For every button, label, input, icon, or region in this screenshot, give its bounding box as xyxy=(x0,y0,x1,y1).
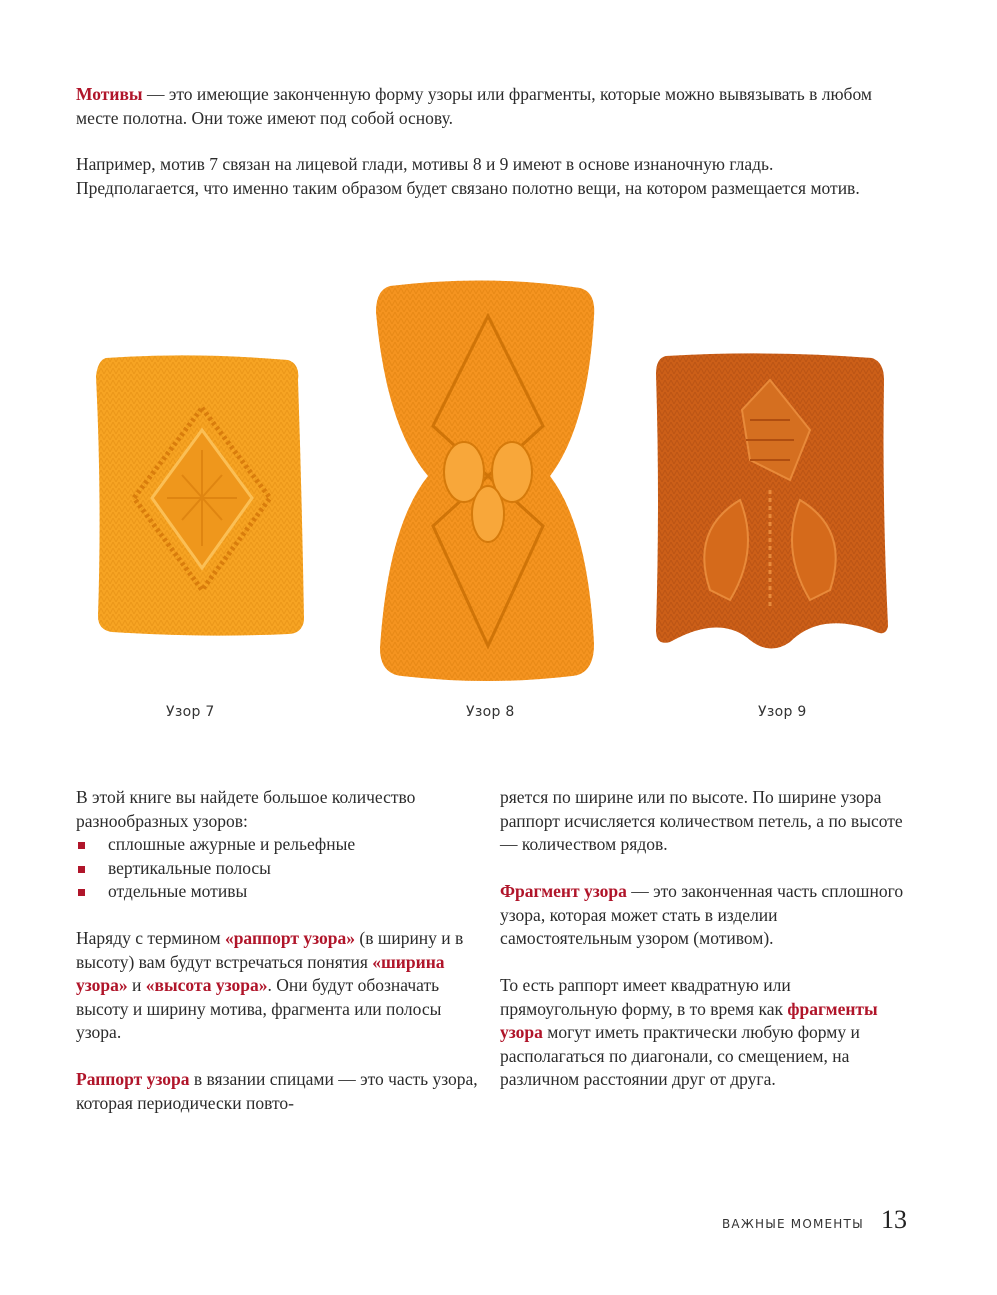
caption-pattern-9: Узор 9 xyxy=(758,704,807,720)
list-item: вертикальные полосы xyxy=(76,857,486,881)
term-fragment: Фрагмент узора xyxy=(500,881,627,901)
caption-pattern-8: Узор 8 xyxy=(466,704,515,720)
right-paragraph-3: То есть раппорт имеет квадратную или прямоугольную форму, в то время как фрагменты узора могут иметь практически любую форму и располагаться по диагонали, со смещением, на различном расстоянии друг от друга. xyxy=(500,975,878,1089)
term-fragments: фрагменты узора xyxy=(500,998,878,1042)
left-paragraph-3: Раппорт узора в вязании спицами — это часть узора, которая периодически повто- xyxy=(76,1069,478,1113)
right-paragraph-1: ряется по ширине или по высоте. По ширине узора раппорт исчисляется количеством петель, а по высоте — количеством рядов. xyxy=(500,787,903,854)
swatch-pattern-9-image xyxy=(650,350,890,660)
running-footer-section: ВАЖНЫЕ МОМЕНТЫ xyxy=(722,1217,864,1231)
intro-paragraph-1-text: — это имеющие законченную форму узоры или фрагменты, которые можно вывязывать в любом месте полотна. Они тоже имеют под собой основу. xyxy=(76,84,872,128)
pattern-types-list xyxy=(76,833,486,904)
left-paragraph-1: В этой книге вы найдете большое количество разнообразных узоров: xyxy=(76,787,416,831)
bullet-square-icon xyxy=(78,889,85,896)
left-column xyxy=(76,786,486,1115)
bullet-square-icon xyxy=(78,842,85,849)
list-item: сплошные ажурные и рельефные xyxy=(76,833,486,857)
list-item: отдельные мотивы xyxy=(76,880,486,904)
term-pattern-repeat: «раппорт узора» xyxy=(224,928,356,948)
swatch-pattern-8-image xyxy=(368,276,608,682)
intro-paragraph-1 xyxy=(76,82,876,130)
term-pattern-width: «ширина узора» xyxy=(76,951,445,995)
swatch-pattern-7-image xyxy=(92,350,310,640)
term-rapport: Раппорт узора xyxy=(76,1069,190,1089)
intro-paragraph-2: Например, мотив 7 связан на лицевой глади, мотивы 8 и 9 имеют в основе изнаночную гладь. Предполагается, что именно таким образом будет связано полотно вещи, на котором размещается мотив. xyxy=(76,154,860,198)
right-column xyxy=(500,786,910,1092)
right-paragraph-2: Фрагмент узора — это законченная часть сплошного узора, которая может стать в изделии самостоятельным узором (мотивом). xyxy=(500,881,904,948)
bullet-square-icon xyxy=(78,866,85,873)
caption-pattern-7: Узор 7 xyxy=(166,704,215,720)
left-paragraph-2: Наряду с термином «раппорт узора» (в ширину и в высоту) вам будут встречаться понятия «ширина узора» и «высота узора». Они будут обозначать высоту и ширину мотива, фрагмента или полосы узора. xyxy=(76,928,464,1042)
page-number: 13 xyxy=(881,1205,907,1234)
term-pattern-height: «высота узора» xyxy=(145,975,268,995)
term-motifs: Мотивы xyxy=(76,84,143,104)
